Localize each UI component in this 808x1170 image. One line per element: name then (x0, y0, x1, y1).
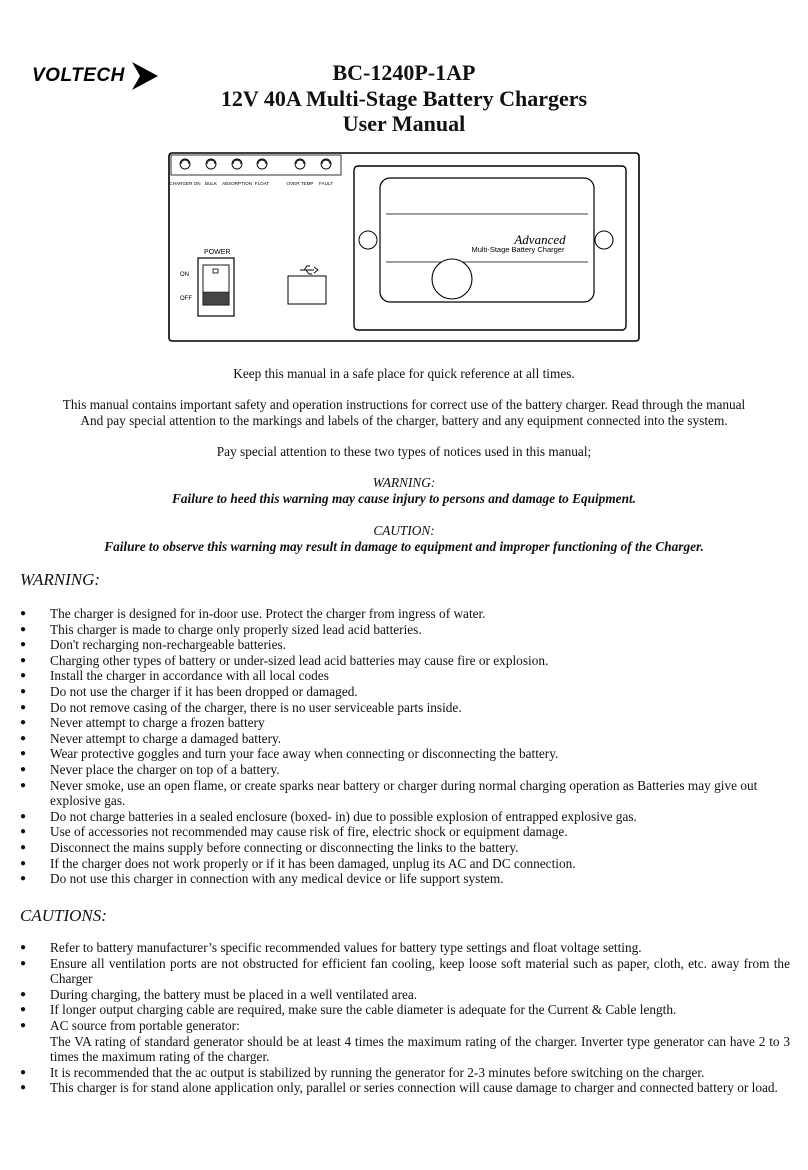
list-item: ● Wear protective goggles and turn your face away when connecting or disconnecting the battery. (20, 746, 790, 762)
list-item (20, 1018, 790, 1065)
list-item: ● This charger is for stand alone application only, parallel or series connection will cause damage to charger and connected battery or load. (20, 1080, 790, 1096)
notice-types: Pay special attention to these two types of notices used in this manual; (216, 444, 592, 459)
warning-list (20, 606, 790, 887)
list-item: ● Use of accessories not recommended may cause risk of fire, electric shock or equipment damage. (20, 824, 790, 840)
list-item: ● Install the charger in accordance with all local codes (20, 668, 790, 684)
list-item: ● Do not remove casing of the charger, there is no user serviceable parts inside. (20, 700, 790, 716)
list-item: ● The charger is designed for in-door use. Protect the charger from ingress of water. (20, 606, 790, 622)
list-item: ● Never smoke, use an open flame, or create sparks near battery or charger during normal charging operation as Batteries may give out explosive gas. (20, 778, 790, 809)
list-item: ● Never attempt to charge a frozen battery (20, 715, 790, 731)
led-label-charger: CHARGER ON (169, 181, 201, 186)
led-label-fault: FAULT (319, 181, 333, 186)
cautions-list (20, 940, 790, 1096)
led-label-absorption: ABSORPTION (221, 181, 253, 186)
contains-line-2: And pay special attention to the markings and labels of the charger, battery and any equipment connected into the system. (80, 413, 728, 428)
led-label-float: FLOAT (254, 181, 270, 186)
caution-notice-text: Failure to observe this warning may result in damage to equipment and improper functioning of the Charger. (104, 539, 704, 554)
model-title: BC-1240P-1AP (332, 60, 476, 85)
generator-note: The VA rating of standard generator should be at least 4 times the maximum rating of the charger. Inverter type generator can have 2 to 3 times the maximum rating of the charger. (50, 1033, 790, 1065)
on-label: ON (180, 272, 189, 278)
list-item: ● Don't recharging non-rechargeable batteries. (20, 637, 790, 653)
power-switch (198, 258, 234, 316)
list-item: ● Do not charge batteries in a sealed enclosure (boxed- in) due to possible explosion of entrapped explosive gas. (20, 809, 790, 825)
caution-notice-title: CAUTION: (373, 523, 435, 538)
list-item: ● Disconnect the mains supply before connecting or disconnecting the links to the battery. (20, 840, 790, 856)
contains-line-1: This manual contains important safety and operation instructions for correct use of the battery charger. Read through the manual (62, 397, 746, 412)
warning-heading: WARNING: (20, 570, 101, 589)
list-item: ● Charging other types of battery or under-sized lead acid batteries may cause fire or explosion. (20, 653, 790, 669)
warning-notice-text: Failure to heed this warning may cause injury to persons and damage to Equipment. (172, 491, 636, 506)
led-label-bulk: BULK (204, 181, 218, 186)
brand-line: Multi-Stage Battery Charger (471, 245, 565, 254)
list-item: ● During charging, the battery must be placed in a well ventilated area. (20, 987, 790, 1003)
cautions-heading: CAUTIONS: (20, 906, 107, 925)
power-label: POWER (204, 249, 231, 256)
safe-place-note: Keep this manual in a safe place for quick reference at all times. (233, 366, 575, 381)
list-item-text: AC source from portable generator: (50, 1017, 240, 1033)
charger-front-panel (168, 152, 640, 342)
logo-text: VOLTECH (32, 65, 125, 86)
usb-port (288, 276, 326, 304)
list-item: ● Do not use the charger if it has been dropped or damaged. (20, 684, 790, 700)
list-item: ● Do not use this charger in connection with any medical device or life support system. (20, 871, 790, 887)
list-item: ● Refer to battery manufacturer’s specific recommended values for battery type settings and float voltage setting. (20, 940, 790, 956)
product-title: 12V 40A Multi-Stage Battery Chargers (220, 86, 588, 111)
list-item (20, 956, 790, 987)
brand-script: Advanced (514, 232, 566, 247)
list-item-text: Ensure all ventilation ports are not obstructed for efficient fan cooling, keep loose soft material such as paper, cloth, etc. away from the Charger (50, 955, 790, 987)
list-item: ● If the charger does not work properly or if it has been damaged, unplug its AC and DC connection. (20, 856, 790, 872)
list-item: ● Never attempt to charge a damaged battery. (20, 731, 790, 747)
led-label-over-temp: OVER TEMP (286, 181, 314, 186)
off-label: OFF (180, 296, 192, 302)
list-item: ● It is recommended that the ac output is stabilized by running the generator for 2-3 minutes before switching on the charger. (20, 1065, 790, 1081)
warning-notice-title: WARNING: (372, 475, 436, 490)
list-item: ● If longer output charging cable are required, make sure the cable diameter is adequate for the Current & Cable length. (20, 1002, 790, 1018)
list-item: ● Never place the charger on top of a battery. (20, 762, 790, 778)
list-item: ● This charger is made to charge only properly sized lead acid batteries. (20, 622, 790, 638)
document-title: User Manual (342, 111, 466, 136)
